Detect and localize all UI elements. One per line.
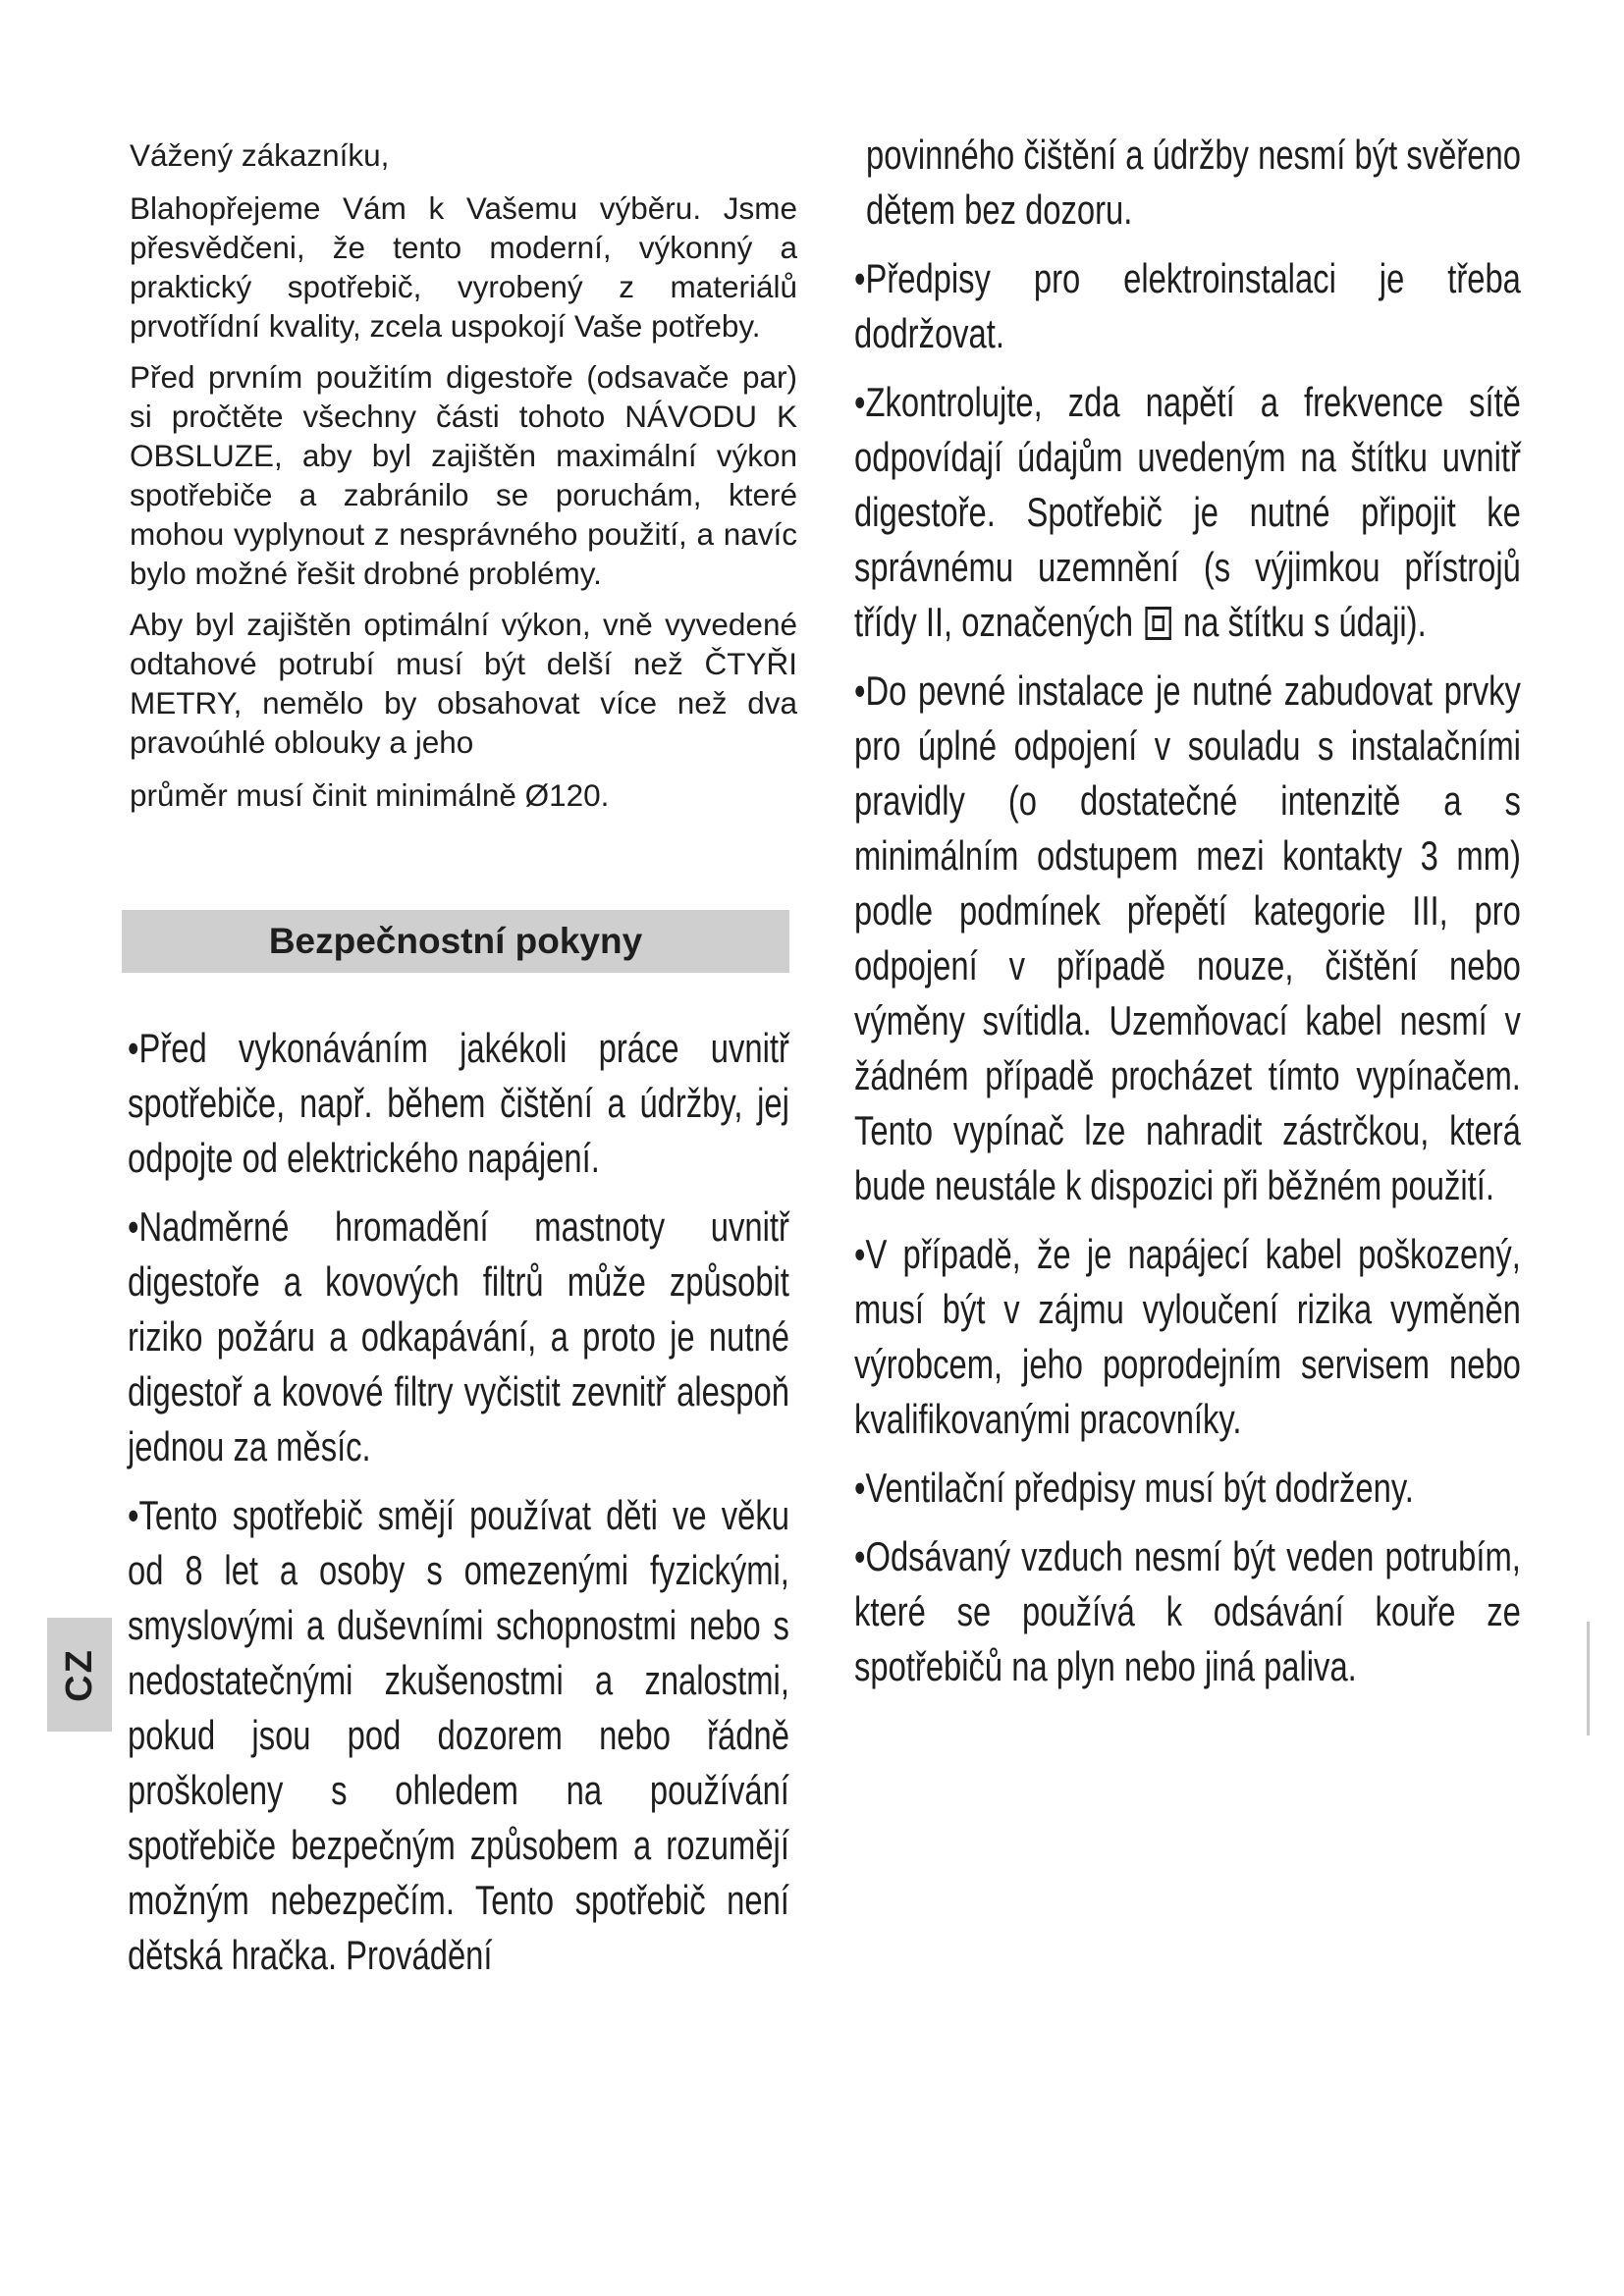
bullet-text: na štítku s údaji). [1183,599,1427,645]
safety-bullet: •Nadměrné hromadění mastnoty uvnitř digestoře a kovových filtrů může způsobit riziko požáru a odkapávání, a proto je nutné digestoř a kovové filtry vyčistit zevnitř alespoň jednou za měsíc. [128,1203,789,1469]
safety-bullet: •Předpisy pro elektroinstalaci je třeba dodržovat. [854,255,1521,356]
safety-bullet: •Odsávaný vzduch nesmí být veden potrubím, které se používá k odsávání kouře ze spotřebičů na plyn nebo jiná paliva. [854,1533,1521,1689]
safety-bullet: •Ventilační předpisy musí být dodrženy. [854,1465,1414,1511]
greeting: Vážený zákazníku, [130,137,390,173]
safety-bullet: •Tento spotřebič smějí používat děti ve věku od 8 let a osoby s omezenými fyzickými, smyslovými a duševními schopnostmi nebo s nedostatečnými zkušenostmi a znalostmi, pokud jsou pod dozorem nebo řádně proškoleny s ohledem na používání spotřebiče bezpečným způsobem a rozumějí možným nebezpečím. Tento spotřebič není dětská hračka. Provádění [128,1492,789,1978]
safety-bullets-left [128,1021,790,1997]
intro-paragraph-2: Před prvním použitím digestoře (odsavače par) si pročtěte všechny části tohoto NÁVODU K OBSLUZE, aby byl zajištěn maximální výkon spotřebiče a zabránilo se poruchám, které mohou vyplynout z nesprávného použití, a navíc bylo možné řešit drobné problémy. [130,359,797,591]
safety-bullet: •V případě, že je napájecí kabel poškozený, musí být v zájmu vyloučení rizika vyměněn výrobcem, jeho poprodejním servisem nebo kvalifikovanými pracovníky. [854,1231,1521,1442]
margin-line [1587,1622,1590,1735]
intro-paragraph-3-end: průměr musí činit minimálně Ø120. [130,777,610,813]
safety-bullet: •Do pevné instalace je nutné zabudovat prvky pro úplné odpojení v souladu s instalačními pravidly (o dostatečné intenzitě a s minimálním odstupem mezi kontakty 3 mm) podle podmínek přepětí kategorie III, pro odpojení v případě nouze, čištění nebo výměny svítidla. Uzemňovací kabel nesmí v žádném případě procházet tímto vypínačem. Tento vypínač lze nahradit zástrčkou, která bude neustále k dispozici při běžném použití. [854,667,1521,1208]
section-title: Bezpečnostní pokyny [268,921,643,961]
safety-bullet: •Před vykonáváním jakékoli práce uvnitř spotřebiče, např. během čištění a údržby, jej odpojte od elektrického napájení. [128,1025,789,1181]
intro-paragraph-3: Aby byl zajištěn optimální výkon, vně vyvedené odtahové potrubí musí být delší než ČTYŘI METRY, nemělo by obsahovat více než dva pravoúhlé oblouky a jeho [130,607,797,760]
intro-paragraph-1: Blahopřejeme Vám k Vašemu výběru. Jsme přesvědčeni, že tento moderní, výkonný a praktický spotřebič, vyrobený z materiálů prvotřídní kvality, zcela uspokojí Vaše potřeby. [130,190,797,344]
safety-bullet [854,375,1522,650]
intro-section [130,135,797,815]
class-ii-symbol-icon [1145,607,1171,640]
bullet-text: •Zkontrolujte, zda napětí a frekvence sítě odpovídají údajům uvedeným na štítku uvnitř digestoře. Spotřebič je nutné připojit ke správnému uzemnění (s výjimkou přístrojů třídy II, označených [854,379,1521,645]
safety-bullets-right [854,128,1522,1708]
language-code: CZ [58,1647,100,1702]
section-header [122,910,789,973]
language-tab [47,1618,112,1732]
continued-text: povinného čištění a údržby nesmí být svěřeno dětem bez dozoru. [866,132,1521,233]
